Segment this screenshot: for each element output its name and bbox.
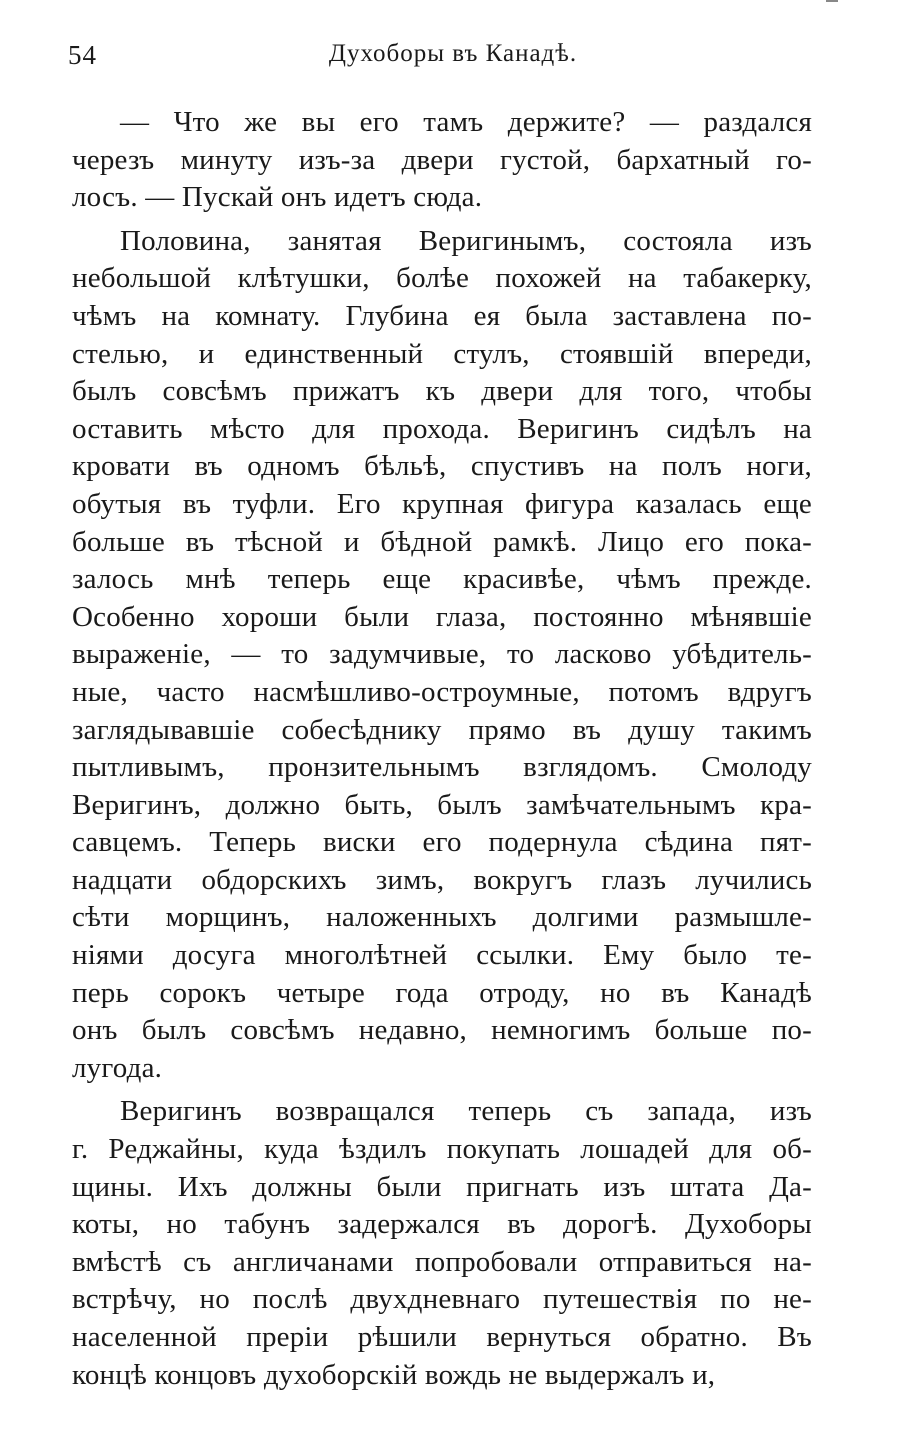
text-line: встрѣчу, но послѣ двухдневнаго путешествія по не- [72, 1283, 812, 1316]
text-line: стелью, и единственный стулъ, стоявшій впереди, [72, 337, 812, 370]
text-line: выраженіе, — то задумчивые, то ласково убѣдитель- [72, 638, 812, 671]
text-line: черезъ минуту изъ-за двери густой, бархатный го- [72, 143, 812, 176]
text-line: перь сорокъ четыре года отроду, но въ Канадѣ [72, 976, 812, 1009]
text-line: больше въ тѣсной и бѣдной рамкѣ. Лицо его пока- [72, 525, 812, 558]
text-line: небольшой клѣтушки, болѣе похожей на табакерку, [72, 262, 812, 295]
text-line: лосъ. — Пускай онъ идетъ сюда. [72, 181, 483, 214]
text-line: обутыя въ туфли. Его крупная фигура казалась еще [72, 487, 812, 520]
text-line: Половина, занятая Веригинымъ, состояла изъ [120, 224, 812, 257]
text-line: надцати обдорскихъ зимъ, вокругъ глазъ лучились [72, 863, 812, 896]
text-line: заглядывавшіе собесѣднику прямо въ душу такимъ [72, 713, 812, 746]
text-line: коты, но табунъ задержался въ дорогѣ. Духоборы [72, 1208, 812, 1241]
text-line: ные, часто насмѣшливо-остроумные, потомъ вдругъ [72, 675, 812, 708]
page-number: 54 [68, 40, 97, 70]
paragraph [72, 1093, 812, 1394]
paragraph [72, 223, 812, 1088]
body-text [72, 104, 812, 1394]
text-line: чѣмъ на комнату. Глубина ея была заставлена по- [72, 299, 812, 332]
text-line: Особенно хороши были глаза, постоянно мѣнявшіе [72, 600, 812, 633]
text-line: Веригинъ возвращался теперь съ запада, изъ [120, 1095, 812, 1128]
text-line: ніями досуга многолѣтней ссылки. Ему было те- [72, 939, 812, 972]
page-edge-mark [826, 0, 838, 2]
text-line: пытливымъ, пронзительнымъ взглядомъ. Смолоду [72, 751, 812, 784]
text-line: концѣ концовъ духоборскій вождь не выдержалъ и, [72, 1358, 716, 1391]
text-line: залось мнѣ теперь еще красивѣе, чѣмъ прежде. [72, 563, 812, 596]
text-line: населенной преріи рѣшили вернуться обратно. Въ [72, 1321, 812, 1353]
text-line: былъ совсѣмъ прижатъ къ двери для того, чтобы [72, 375, 812, 408]
text-line: савцемъ. Теперь виски его подернула сѣдина пят- [72, 826, 812, 859]
text-line: сѣти морщинъ, наложенныхъ долгими размышле- [72, 901, 812, 934]
text-line: — Что же вы его тамъ держите? — раздался [120, 106, 812, 138]
text-line: кровати въ одномъ бѣльѣ, спустивъ на полъ ноги, [72, 450, 812, 483]
text-line: лугода. [72, 1051, 163, 1084]
text-line: щины. Ихъ должны были пригнать изъ штата Да- [72, 1170, 812, 1203]
text-line: Веригинъ, должно быть, былъ замѣчательнымъ кра- [72, 788, 812, 821]
text-line: г. Реджайны, куда ѣздилъ покупать лошадей для об- [72, 1133, 812, 1166]
text-line: онъ былъ совсѣмъ недавно, немногимъ больше по- [72, 1014, 812, 1047]
page-header [68, 40, 808, 80]
text-line: оставить мѣсто для прохода. Веригинъ сидѣлъ на [72, 412, 812, 445]
running-title: Духоборы въ Канадѣ. [328, 40, 578, 67]
text-line: вмѣстѣ съ англичанами попробовали отправиться на- [72, 1245, 812, 1278]
paragraph [72, 104, 812, 217]
